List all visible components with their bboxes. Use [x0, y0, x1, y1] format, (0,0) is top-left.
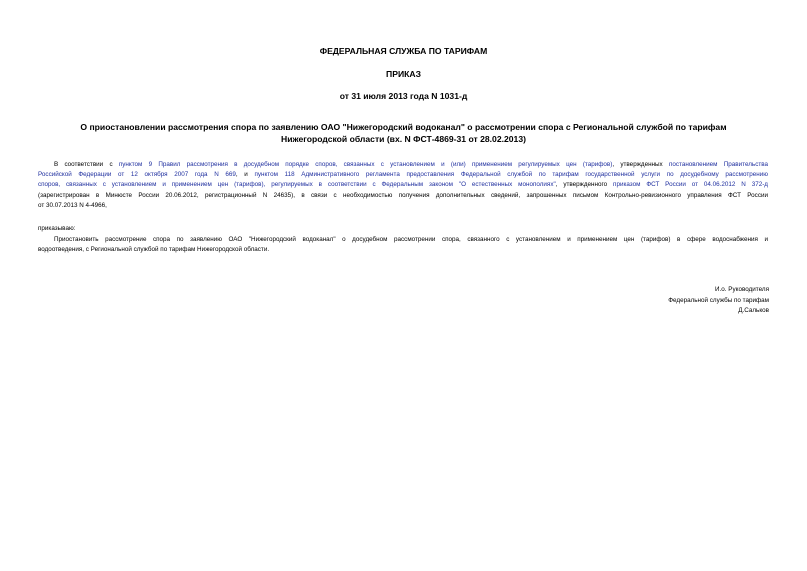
text-run: , утвержденного [555, 181, 614, 189]
subject-line: О приостановлении рассмотрения спора по заявлению ОАО "Нижегородский водоканал" о рассмотрении спора с Региональной службой по тарифам [80, 122, 727, 132]
subject-line: Нижегородской области (вх. N ФСТ-4869-31 от 28.02.2013) [281, 133, 526, 144]
document-date: от 31 июля 2013 года N 1031-д [339, 91, 468, 101]
signatory-organization: Федеральной службы по тарифам [668, 296, 769, 304]
government-decree-link[interactable]: Российской Федерации от 12 октября 2007 года N 669 [38, 171, 236, 179]
paragraph-line: (зарегистрирован в Минюсте России 20.06.2012, регистрационный N 24635), в связи с необходимостью получения дополнительных сведений, запрошенных письмом Контрольно-ревизионного управления ФСТ России [38, 191, 768, 199]
paragraph-line [38, 160, 768, 170]
document-type: ПРИКАЗ [386, 69, 421, 79]
text-run: В соответствии с [54, 161, 119, 168]
paragraph-line: водоотведения, с Региональной службой по тарифам Нижегородской области. [38, 246, 270, 254]
ordered-word: приказываю: [38, 225, 76, 232]
rules-link[interactable]: пунктом 9 Правил рассмотрения в досудебном порядке споров, связанных с установлением и (или) применением регулируемых цен (тарифов) [118, 161, 613, 168]
document-subject [60, 122, 747, 145]
decision-paragraph [38, 235, 768, 255]
paragraph-line [38, 180, 768, 190]
signatory-position: И.о. Руководителя [715, 286, 769, 293]
text-run: , и [235, 171, 255, 179]
regulation-link[interactable]: споров, связанных с установлением и применением цен (тарифов), регулируемых в соответствии с Федеральным законом "О естественных монополиях" [38, 181, 556, 189]
regulation-link[interactable]: пунктом 118 Административного регламента предоставления Федеральной службой по тарифам государственной услуги по досудебному рассмотрению [254, 171, 768, 179]
signatory-name: Д.Сальков [738, 307, 769, 314]
paragraph-line [38, 170, 768, 180]
paragraph-line: от 30.07.2013 N 4-4966, [38, 201, 107, 209]
government-decree-link[interactable]: постановлением Правительства [668, 161, 769, 168]
signature-block [668, 285, 769, 317]
fst-order-link[interactable]: приказом ФСТ России от 04.06.2012 N 372-д [613, 181, 768, 189]
paragraph-line: Приостановить рассмотрение спора по заявлению ОАО "Нижегородский водоканал" о досудебном рассмотрении спора, связанного с установлением и применением цен (тарифов) в сфере водоснабжения и [54, 236, 768, 243]
agency-name: ФЕДЕРАЛЬНАЯ СЛУЖБА ПО ТАРИФАМ [319, 46, 488, 56]
preamble-paragraph [38, 160, 768, 211]
text-run: , утвержденных [612, 161, 669, 168]
